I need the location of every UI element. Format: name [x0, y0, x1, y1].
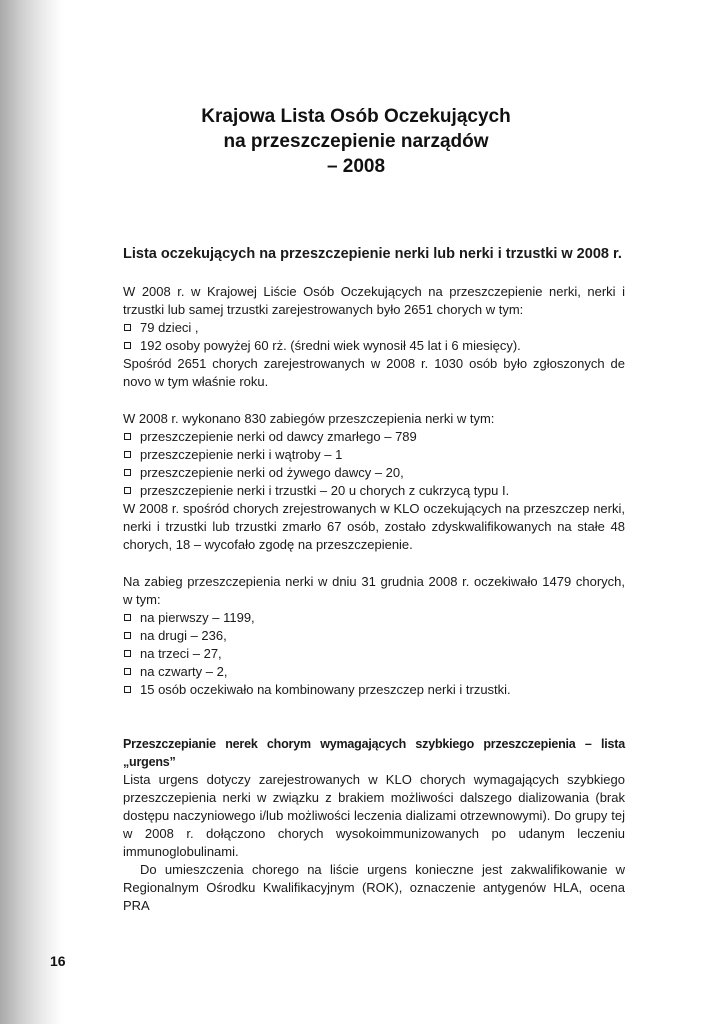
checkbox-list-item: 79 dzieci , — [123, 319, 625, 337]
page-number: 16 — [50, 953, 66, 969]
main-content — [123, 245, 625, 915]
checkbox-list-item: przeszczepienie nerki od żywego dawcy – 20, — [123, 464, 625, 482]
paragraph: Spośród 2651 chorych zarejestrowanych w 2008 r. 1030 osób było zgłoszonych de novo w tym właśnie roku. — [123, 356, 625, 389]
paragraph: W 2008 r. wykonano 830 zabiegów przeszczepienia nerki w tym: — [123, 411, 495, 426]
checkbox-list-item: na czwarty – 2, — [123, 663, 625, 681]
title-line-2: na przeszczepienie narządów — [223, 131, 489, 152]
paragraph: W 2008 r. w Krajowej Liście Osób Oczekujących na przeszczepienie nerki, nerki i trzustki lub samej trzustki zarejestrowanych było 2651 chorych w tym: — [123, 284, 625, 317]
checkbox-list-item: przeszczepienie nerki i wątroby – 1 — [123, 446, 625, 464]
paragraph: Lista urgens dotyczy zarejestrowanych w KLO chorych wymagających szybkiego przeszczepienia nerki w związku z brakiem możliwości dalszego dializowania (brak dostępu naczyniowego i/lub możliwości leczenia dializami otrzewnowymi). Do grupy tej w 2008 r. dołączono chorych wysokoimmunizowanych po udanym leczeniu immunoglobulinami. — [123, 772, 625, 859]
checkbox-list-item: 15 osób oczekiwało na kombinowany przeszczep nerki i trzustki. — [123, 681, 625, 699]
paragraph: Na zabieg przeszczepienia nerki w dniu 31 grudnia 2008 r. oczekiwało 1479 chorych, w tym: — [123, 574, 625, 607]
checkbox-list-item: przeszczepienie nerki od dawcy zmarłego – 789 — [123, 428, 625, 446]
page-title — [0, 104, 712, 179]
checkbox-list-item: na drugi – 236, — [123, 627, 625, 645]
checkbox-list-item: na pierwszy – 1199, — [123, 609, 625, 627]
checkbox-list-item: przeszczepienie nerki i trzustki – 20 u chorych z cukrzycą typu I. — [123, 482, 625, 500]
checkbox-list-item: 192 osoby powyżej 60 rż. (średni wiek wynosił 45 lat i 6 miesięcy). — [123, 337, 625, 355]
checkbox-list-item: na trzeci – 27, — [123, 645, 625, 663]
paragraph: W 2008 r. spośród chorych zrejestrowanych w KLO oczekujących na przeszczep nerki, nerki i trzustki lub trzustki zmarło 67 osób, zostało zdyskwalifikowanych na stałe 48 chorych, 18 – wycofało zgodę na przeszczepienie. — [123, 501, 625, 552]
section-heading-urgens: Przeszczepianie nerek chorym wymagających szybkiego przeszczepienia – lista „urgens” — [123, 737, 625, 769]
section-heading-kidney-list: Lista oczekujących na przeszczepienie nerki lub nerki i trzustki w 2008 r. — [123, 246, 622, 262]
paragraph: Do umieszczenia chorego na liście urgens konieczne jest zakwalifikowanie w Regionalnym Ośrodku Kwalifikacyjnym (ROK), oznaczenie antygenów HLA, ocena PRA — [123, 862, 625, 913]
title-line-1: Krajowa Lista Osób Oczekujących — [201, 106, 511, 127]
title-line-3: – 2008 — [326, 156, 386, 177]
